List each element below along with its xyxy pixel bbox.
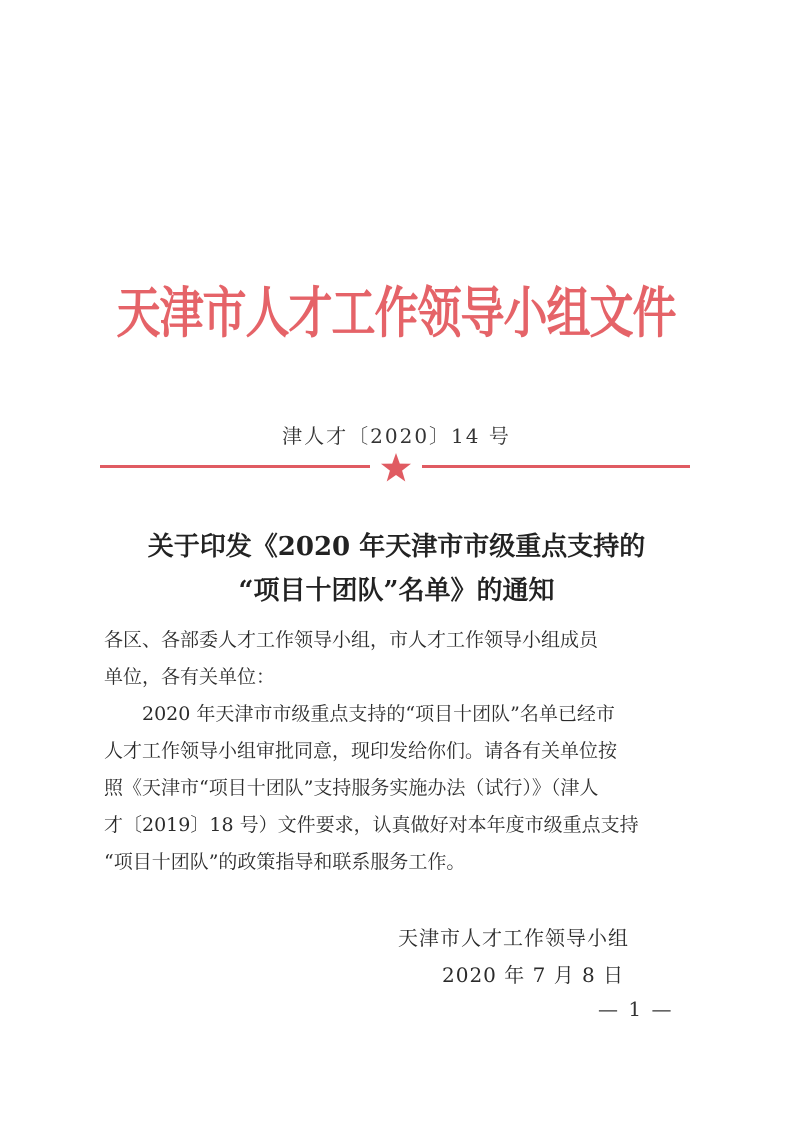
- signature-org: 天津市人才工作领导小组: [398, 926, 629, 950]
- body-line: “项目十团队”的政策指导和联系服务工作。: [104, 851, 466, 873]
- body-line: 照《天津市“项目十团队”支持服务实施办法（试行）》（津人: [104, 777, 599, 799]
- body-line: 才〔2019〕18 号）文件要求，认真做好对本年度市级重点支持: [104, 814, 639, 836]
- divider-line-left: [100, 465, 370, 468]
- red-header-title: 天津市人才工作领导小组文件: [116, 281, 676, 346]
- signature-date: 2020 年 7 月 8 日: [442, 963, 625, 987]
- body-line: 人才工作领导小组审批同意，现印发给你们。请各有关单位按: [104, 740, 618, 762]
- notice-title-line-1: 关于印发《2020 年天津市市级重点支持的: [147, 532, 646, 562]
- body-line: 2020 年天津市市级重点支持的“项目十团队”名单已经市: [104, 703, 615, 725]
- divider-line-right: [422, 465, 690, 468]
- notice-title-line-2: “项目十团队”名单》的通知: [238, 576, 555, 606]
- notice-body: [104, 622, 698, 881]
- body-line: 各区、各部委人才工作领导小组，市人才工作领导小组成员: [104, 629, 599, 651]
- red-star-icon: [380, 452, 412, 484]
- body-line: 单位，各有关单位：: [104, 666, 276, 688]
- red-divider: [100, 455, 690, 485]
- notice-title: [100, 525, 693, 613]
- page-number: — 1 —: [598, 997, 674, 1021]
- document-number: 津人才〔2020〕14 号: [282, 424, 511, 448]
